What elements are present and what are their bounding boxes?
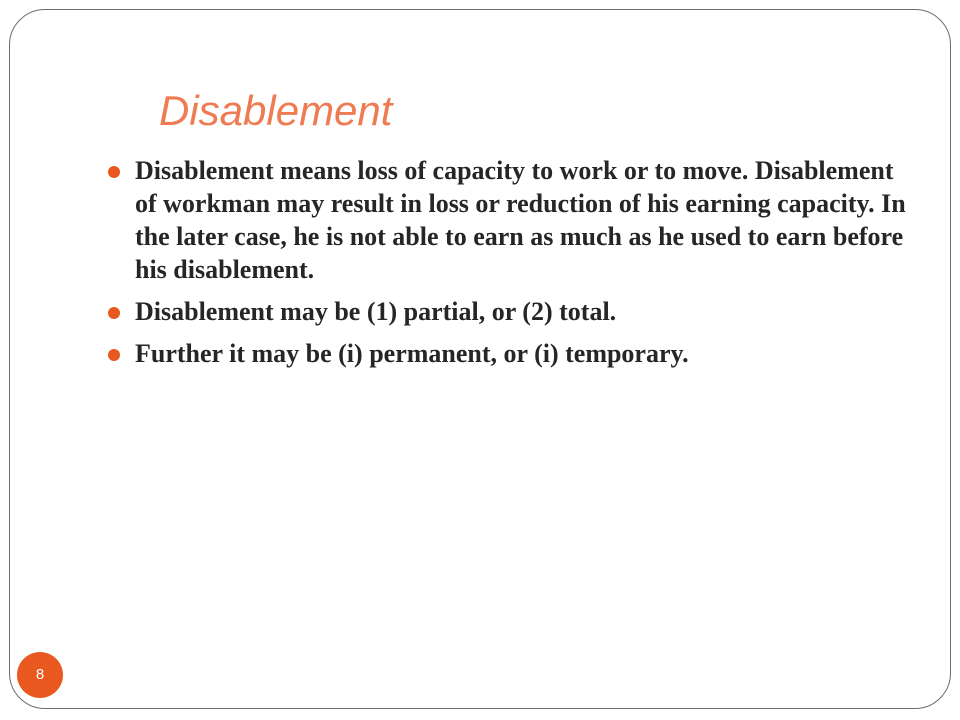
slide-title: Disablement [159, 87, 393, 134]
bullet-text: Disablement may be (1) partial, or (2) total. [135, 297, 617, 326]
bullet-list [108, 154, 908, 379]
bullet-text: Disablement means loss of capacity to work or to move. Disablement of workman may result in loss or reduction of his earning capacity. In the later case, he is not able to earn as much as he used to earn before his disablement. [135, 156, 906, 284]
bullet-dot-icon [108, 166, 120, 178]
bullet-dot-icon [108, 307, 120, 319]
bullet-item [108, 337, 908, 370]
bullet-dot-icon [108, 349, 120, 361]
bullet-item [108, 295, 908, 328]
bullet-item [108, 154, 908, 286]
bullet-text: Further it may be (i) permanent, or (i) temporary. [135, 339, 689, 368]
page-number-badge: 8 [17, 652, 63, 698]
